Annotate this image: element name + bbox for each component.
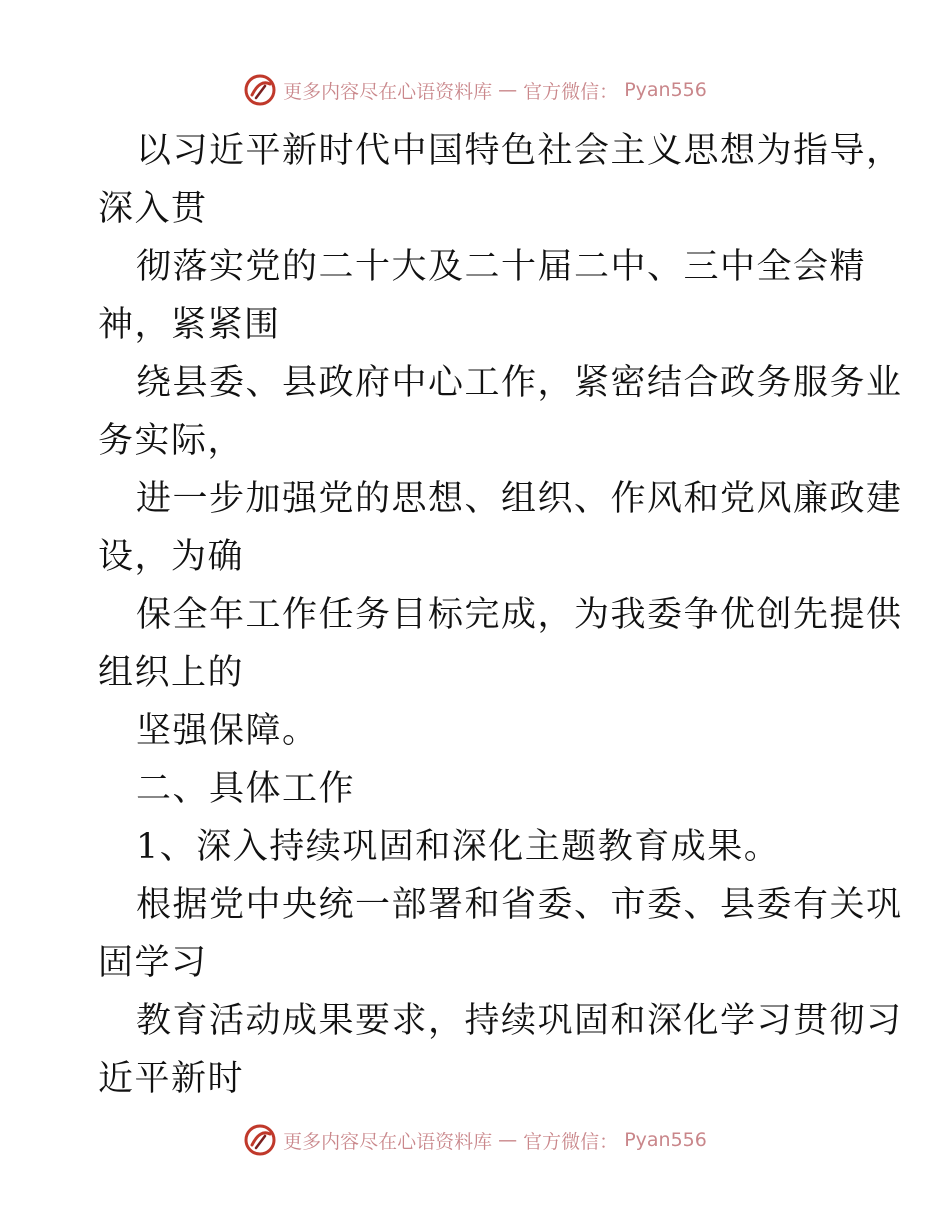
brand-logo-icon xyxy=(243,73,277,107)
text-line: 根据党中央统一部署和省委、市委、县委有关巩 xyxy=(136,885,903,925)
text-line: 设，为确 xyxy=(98,537,245,577)
text-line: 进一步加强党的思想、组织、作风和党风廉政建 xyxy=(136,479,903,519)
text-line: 二、具体工作 xyxy=(136,769,356,809)
text-line: 保全年工作任务目标完成，为我委争优创先提供 xyxy=(136,595,903,635)
text-line: 以习近平新时代中国特色社会主义思想为指导， xyxy=(136,131,903,171)
watermark-text: 更多内容尽在心语资料库 xyxy=(283,1130,493,1153)
text-line: 坚强保障。 xyxy=(136,711,319,751)
text-line: 神，紧紧围 xyxy=(98,305,281,345)
watermark-handle: Pyan556 xyxy=(624,1129,707,1151)
text-line: 彻落实党的二十大及二十届二中、三中全会精 xyxy=(136,247,867,287)
text-line: 组织上的 xyxy=(98,653,245,693)
watermark-label: 官方微信： xyxy=(523,80,619,103)
text-line: 深入贯 xyxy=(98,189,208,229)
watermark-dash: — xyxy=(498,79,518,101)
footer-watermark xyxy=(0,1120,950,1160)
text-line: 固学习 xyxy=(98,943,208,983)
watermark-text: 更多内容尽在心语资料库 xyxy=(283,80,493,103)
document-body xyxy=(98,122,903,1108)
header-watermark xyxy=(0,70,950,110)
text-line: 务实际， xyxy=(98,421,245,461)
text-line: 绕县委、县政府中心工作，紧密结合政务服务业 xyxy=(136,363,903,403)
text-line: 1、深入持续巩固和深化主题教育成果。 xyxy=(136,827,781,867)
text-line: 近平新时 xyxy=(98,1059,245,1099)
brand-logo-icon xyxy=(243,1123,277,1157)
watermark-label: 官方微信： xyxy=(523,1130,619,1153)
watermark-dash: — xyxy=(498,1129,518,1151)
watermark-handle: Pyan556 xyxy=(624,79,707,101)
text-line: 教育活动成果要求，持续巩固和深化学习贯彻习 xyxy=(136,1001,903,1041)
